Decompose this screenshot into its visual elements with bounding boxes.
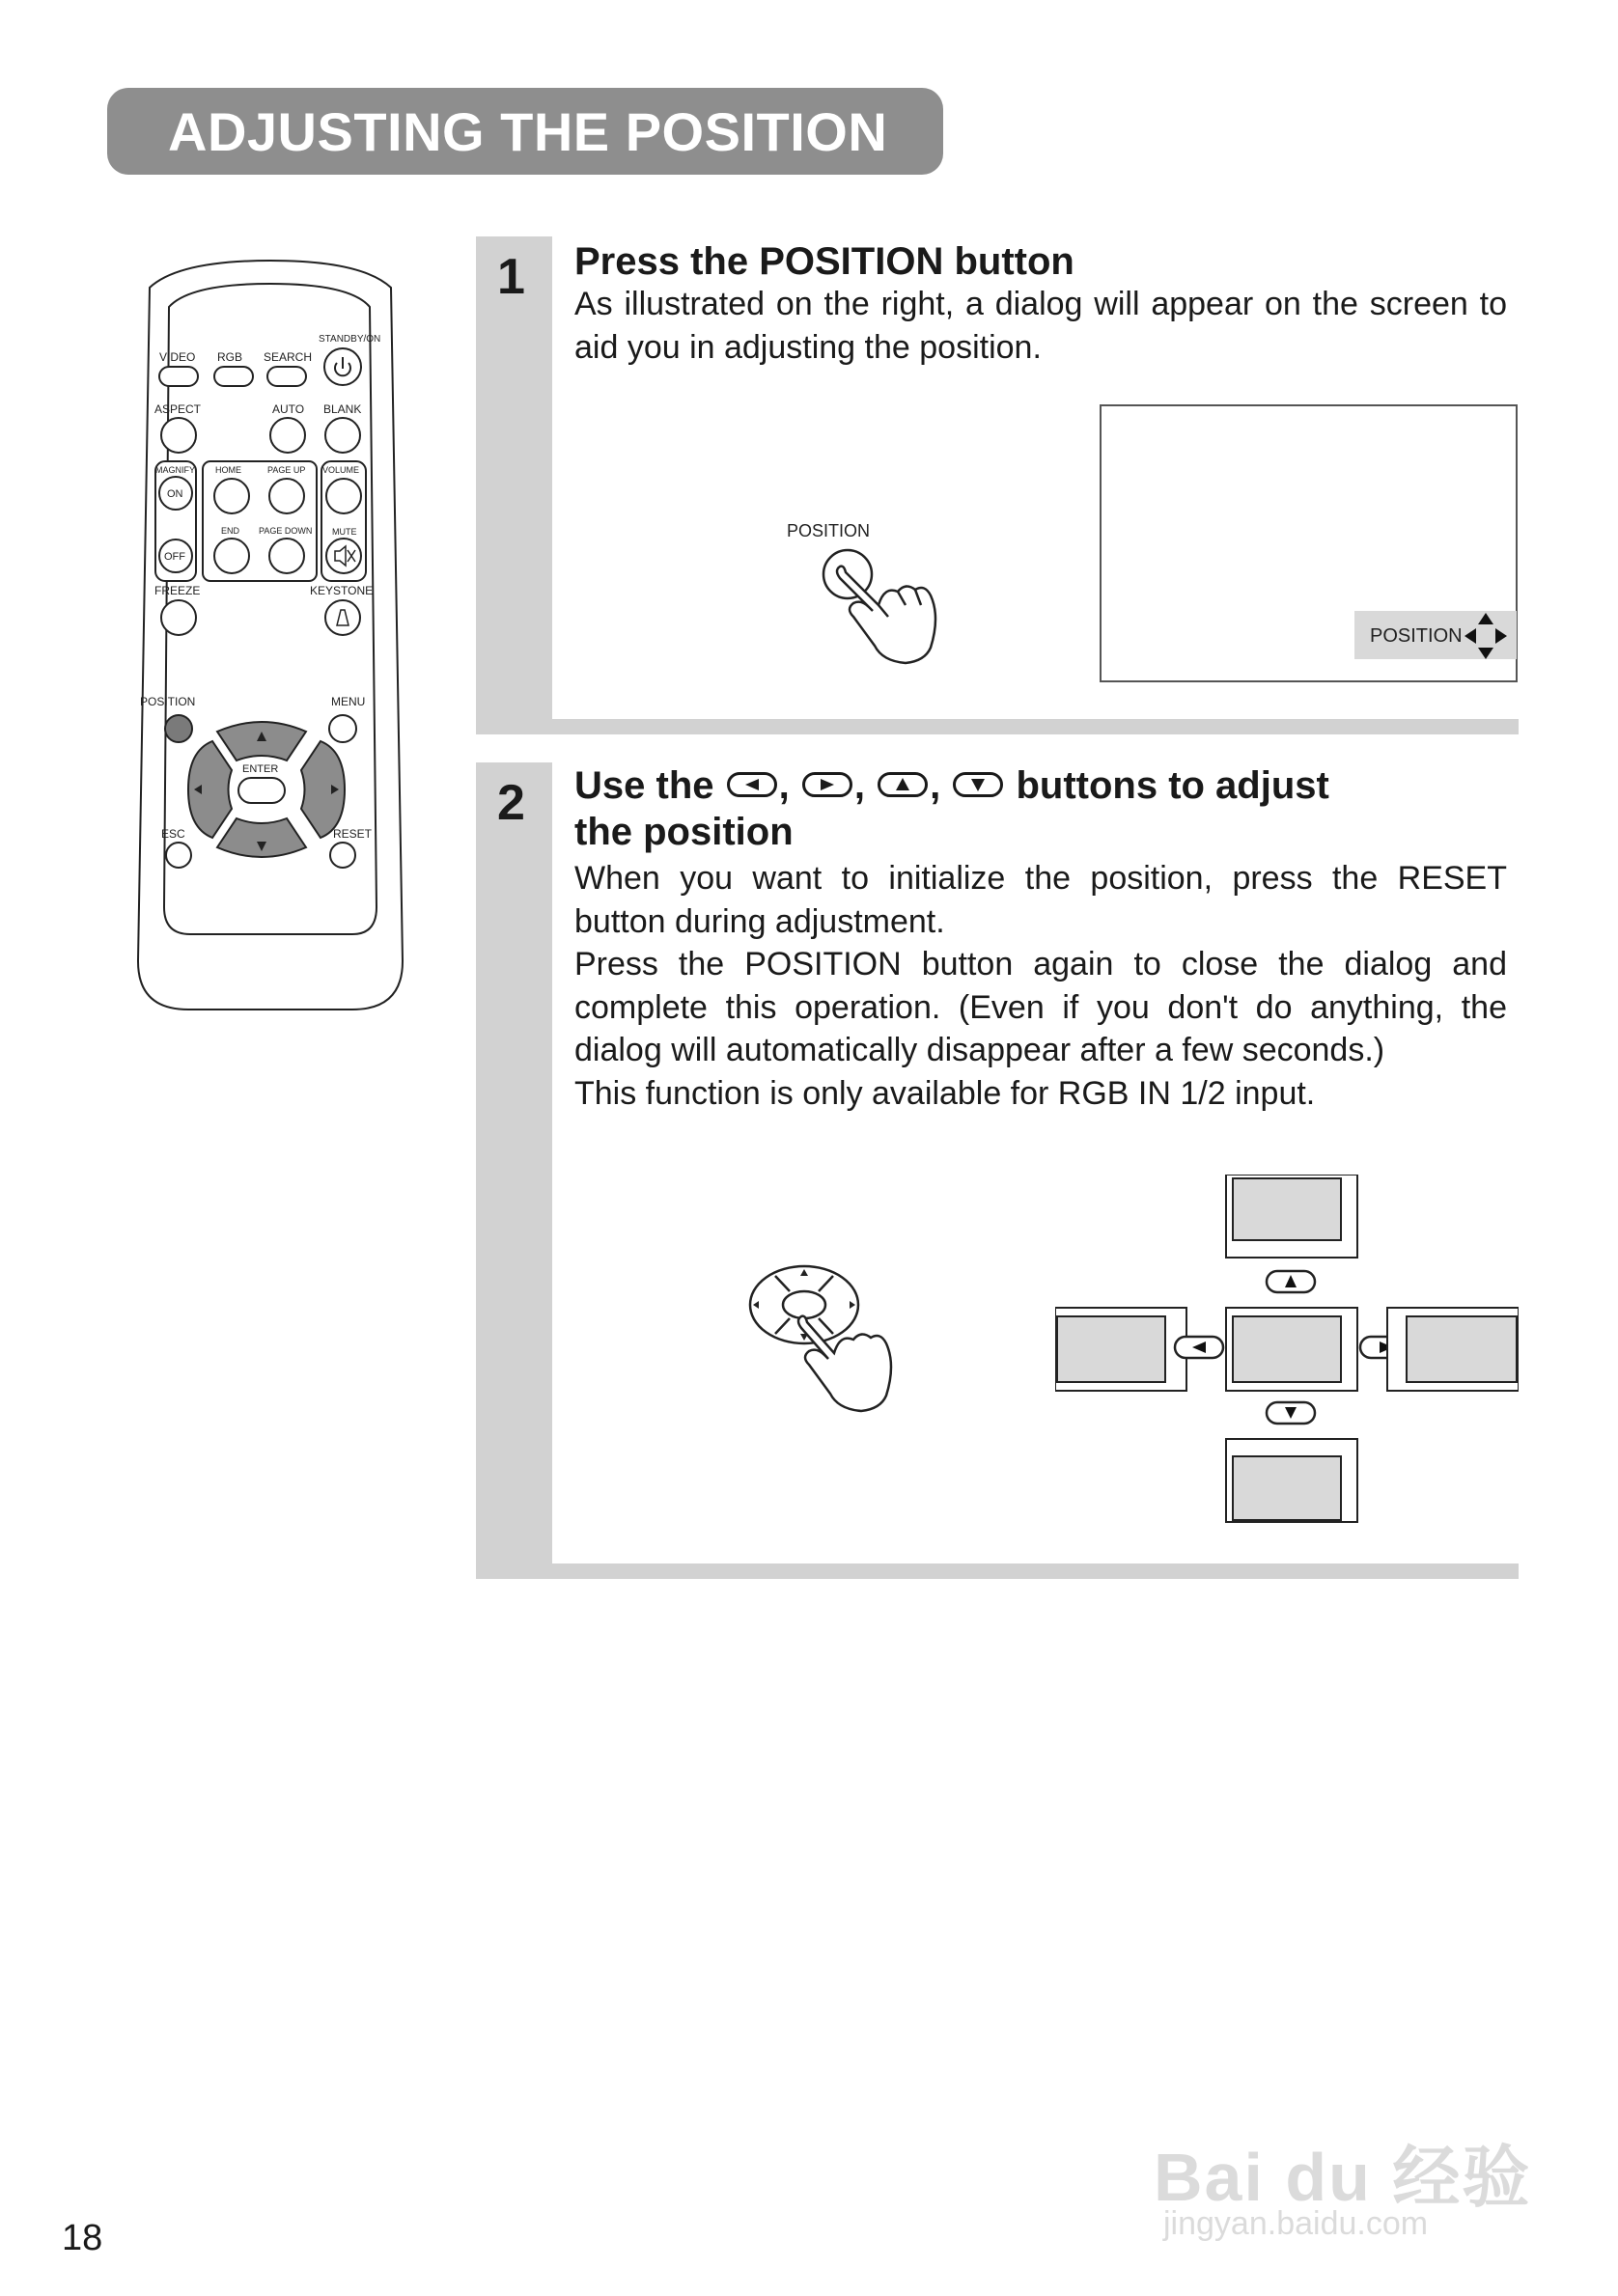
remote-label-page-up: PAGE UP	[267, 465, 306, 475]
section-title-bar	[107, 88, 943, 175]
remote-label-end: END	[221, 526, 240, 536]
remote-label-on: ON	[167, 488, 183, 500]
step-2-panel	[476, 762, 1519, 1583]
remote-label-off: OFF	[164, 551, 185, 563]
step-1-bottom-bar	[476, 719, 1519, 734]
remote-label-auto: AUTO	[272, 402, 305, 416]
watermark-line-1: Bai du 经验	[1154, 2140, 1532, 2215]
remote-label-search: SEARCH	[264, 350, 313, 364]
step-2-gutter	[476, 762, 552, 1578]
step-1-heading: Press the POSITION button	[574, 240, 1074, 283]
remote-label-freeze: FREEZE	[154, 584, 201, 597]
remote-label-position: POSITION	[140, 695, 196, 708]
step-2-heading-pre: Use the	[574, 764, 714, 807]
remote-label-esc: ESC	[161, 827, 185, 841]
remote-label-mute: MUTE	[332, 527, 357, 537]
position-dialog-label: POSITION	[1370, 625, 1463, 647]
remote-label-home: HOME	[215, 465, 241, 475]
left-arrow-button-icon	[727, 772, 777, 797]
step-2-body	[574, 857, 1507, 1115]
step-2-paragraph-2: Press the POSITION button again to close the dialog and complete this operation. (Even if you don't do anything, the dialog will automatically disappear after a few seconds.)	[574, 946, 1507, 1068]
step-1-panel	[476, 236, 1519, 738]
remote-label-page-down: PAGE DOWN	[259, 526, 313, 536]
position-dialog-screen	[1100, 404, 1519, 690]
remote-label-reset: RESET	[333, 827, 373, 841]
step-1-body	[574, 283, 1507, 369]
step-2-heading-post: buttons to adjust	[1016, 764, 1329, 807]
remote-label-standby: STANDBY/ON	[319, 334, 381, 345]
remote-label-volume: VOLUME	[322, 465, 360, 475]
press-position-button-illustration	[770, 516, 963, 709]
page-number: 18	[62, 2218, 103, 2258]
down-arrow-button-icon	[953, 772, 1003, 797]
right-arrow-button-icon	[802, 772, 852, 797]
screen-movement-diagram	[1055, 1175, 1519, 1532]
watermark-line-2: jingyan.baidu.com	[1163, 2205, 1429, 2242]
step-1-number: 1	[497, 249, 525, 305]
step-2-number: 2	[497, 775, 525, 831]
step-2-bottom-bar	[476, 1563, 1519, 1579]
step-2-heading-line2: the position	[574, 811, 794, 853]
remote-label-menu: MENU	[331, 695, 366, 708]
position-button-label: POSITION	[787, 521, 871, 540]
remote-label-aspect: ASPECT	[154, 402, 202, 416]
baidu-jingyan-watermark	[1154, 2075, 1540, 2249]
remote-label-video: VIDEO	[159, 350, 196, 364]
remote-label-blank: BLANK	[323, 402, 362, 416]
step-1-gutter	[476, 236, 552, 724]
step-2-paragraph-3: This function is only available for RGB IN 1/2 input.	[574, 1074, 1316, 1112]
remote-label-enter: ENTER	[242, 763, 279, 775]
page-title: ADJUSTING THE POSITION	[168, 101, 888, 162]
remote-control-illustration	[121, 259, 420, 1013]
up-arrow-button-icon	[878, 772, 928, 797]
step-2-paragraph-1: When you want to initialize the position, press the RESET button during adjustment.	[574, 860, 1507, 940]
press-direction-pad-illustration	[741, 1264, 935, 1438]
remote-label-rgb: RGB	[217, 350, 243, 364]
step-2-heading: Use the , , , buttons to adjust the position	[574, 764, 1329, 853]
remote-label-magnify: MAGNIFY	[155, 465, 196, 475]
step-1-paragraph: As illustrated on the right, a dialog will appear on the screen to aid you in adjusting the position.	[574, 286, 1507, 366]
remote-label-keystone: KEYSTONE	[310, 584, 374, 597]
remote-control-drawing	[121, 259, 420, 1013]
